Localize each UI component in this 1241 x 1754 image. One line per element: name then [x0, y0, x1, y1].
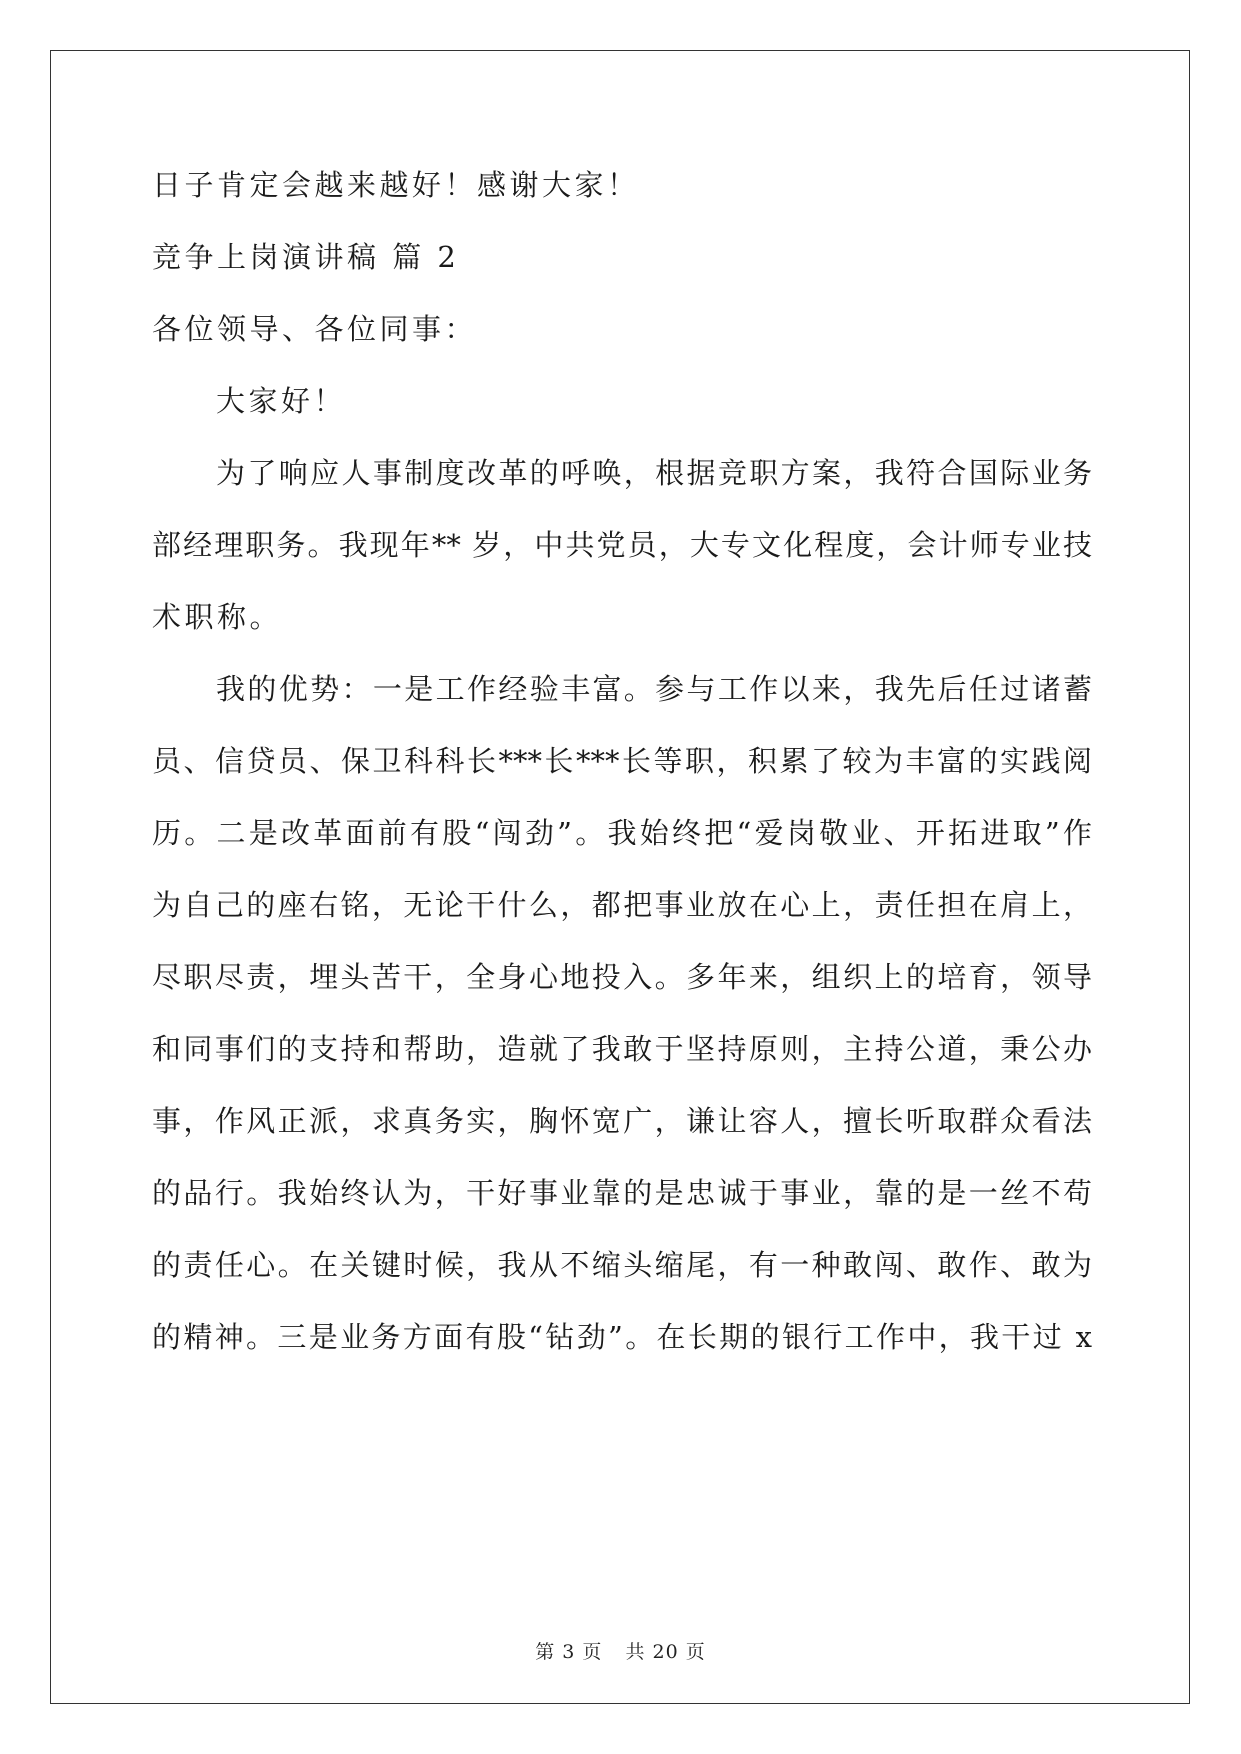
paragraph-line: 员、信贷员、保卫科科长***长***长等职，积累了较为丰富的实践阅 — [152, 744, 1092, 778]
paragraph-line: 的责任心。在关键时候，我从不缩头缩尾，有一种敢闯、敢作、敢为 — [152, 1248, 1092, 1282]
paragraph-line: 历。二是改革面前有股“闯劲”。我始终把“爱岗敬业、开拓进取”作 — [152, 816, 1092, 850]
paragraph-line: 为自己的座右铭，无论干什么，都把事业放在心上，责任担在肩上， — [152, 888, 1092, 922]
text-line: 日子肯定会越来越好！感谢大家！ — [152, 168, 640, 202]
paragraph-line: 为了响应人事制度改革的呼唤，根据竞职方案，我符合国际业务 — [216, 456, 1092, 490]
page-footer — [0, 1637, 1241, 1664]
section-heading: 竞争上岗演讲稿 篇 2 — [152, 240, 460, 274]
paragraph-line: 的品行。我始终认为，干好事业靠的是忠诚于事业，靠的是一丝不苟 — [152, 1176, 1092, 1210]
paragraph-line: 的精神。三是业务方面有股“钻劲”。在长期的银行工作中，我干过 x — [152, 1320, 1092, 1354]
greeting: 大家好！ — [216, 384, 347, 418]
paragraph-line: 尽职尽责，埋头苦干，全身心地投入。多年来，组织上的培育，领导 — [152, 960, 1092, 994]
paragraph-line: 部经理职务。我现年** 岁，中共党员，大专文化程度，会计师专业技 — [152, 528, 1092, 562]
salutation: 各位领导、各位同事： — [152, 312, 478, 346]
total-page-count: 共 20 页 — [625, 1641, 706, 1663]
current-page-number: 第 3 页 — [535, 1641, 603, 1663]
paragraph-line: 我的优势：一是工作经验丰富。参与工作以来，我先后任过诸蓄 — [216, 672, 1092, 706]
paragraph-line: 和同事们的支持和帮助，造就了我敢于坚持原则，主持公道，秉公办 — [152, 1032, 1092, 1066]
paragraph-line: 术职称。 — [152, 600, 283, 634]
paragraph-line: 事，作风正派，求真务实，胸怀宽广，谦让容人，擅长听取群众看法 — [152, 1104, 1092, 1138]
page-border — [50, 50, 1190, 1704]
